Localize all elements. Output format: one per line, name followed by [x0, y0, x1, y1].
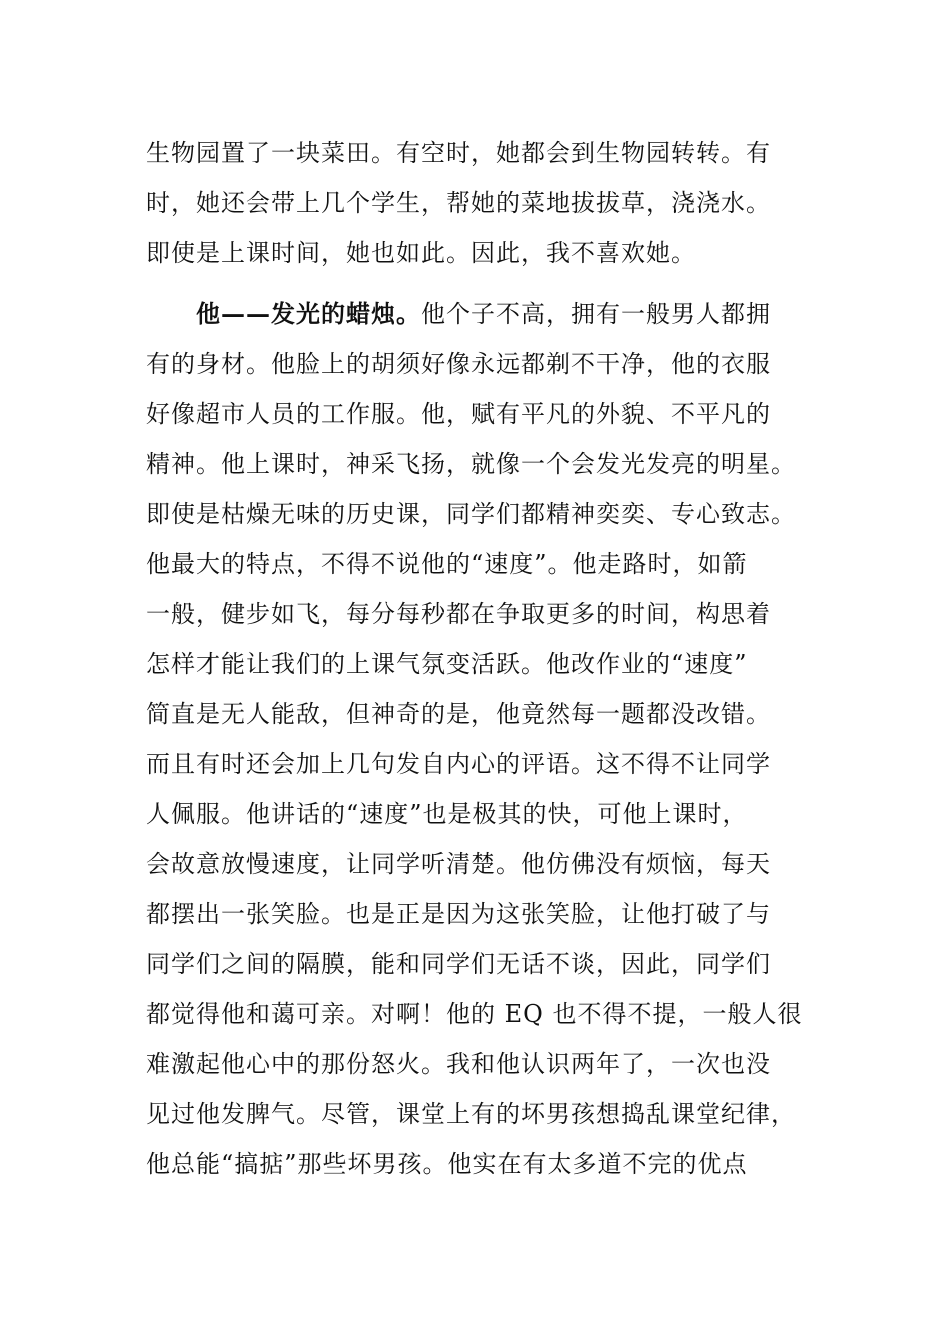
paragraph-line: 他最大的特点，不得不说他的“速度”。他走路时，如箭: [146, 550, 748, 578]
paragraph-line: 会故意放慢速度，让同学听清楚。他仿佛没有烦恼，每天: [146, 850, 771, 878]
paragraph-line: 难激起他心中的那份怒火。我和他认识两年了，一次也没: [146, 1050, 771, 1078]
paragraph-1: [146, 128, 806, 278]
paragraph-line: 时，她还会带上几个学生，帮她的菜地拔拔草，浇浇水。: [146, 189, 771, 217]
paragraph-first-line: [146, 289, 806, 339]
paragraph-line: 有的身材。他脸上的胡须好像永远都剃不干净，他的衣服: [146, 350, 771, 378]
paragraph-line: 即使是枯燥无味的历史课，同学们都精神奕奕、专心致志。: [146, 500, 796, 528]
paragraph-line: 简直是无人能敌，但神奇的是，他竟然每一题都没改错。: [146, 700, 771, 728]
paragraph-first-line-text: 他个子不高，拥有一般男人都拥: [421, 300, 771, 328]
paragraph-line: 一般，健步如飞，每分每秒都在争取更多的时间，构思着: [146, 600, 771, 628]
paragraph-line: 人佩服。他讲话的“速度”也是极其的快，可他上课时，: [146, 800, 748, 828]
paragraph-line: 而且有时还会加上几句发自内心的评语。这不得不让同学: [146, 750, 771, 778]
paragraph-line: 都摆出一张笑脸。也是正是因为这张笑脸，让他打破了与: [146, 900, 771, 928]
paragraph-line: 他总能“搞掂”那些坏男孩。他实在有太多道不完的优点: [146, 1150, 748, 1178]
paragraph-2: [146, 289, 806, 1189]
paragraph-lead-heading: 他——发光的蜡烛。: [196, 299, 421, 328]
paragraph-line: 好像超市人员的工作服。他，赋有平凡的外貌、不平凡的: [146, 400, 771, 428]
paragraph-line: 都觉得他和蔼可亲。对啊！他的 EQ 也不得不提，一般人很: [146, 1000, 803, 1028]
paragraph-line: 怎样才能让我们的上课气氛变活跃。他改作业的“速度”: [146, 650, 748, 678]
paragraph-line: 精神。他上课时，神采飞扬，就像一个会发光发亮的明星。: [146, 450, 796, 478]
paragraph-line: 见过他发脾气。尽管，课堂上有的坏男孩想捣乱课堂纪律，: [146, 1100, 796, 1128]
paragraph-line: 同学们之间的隔膜，能和同学们无话不谈，因此，同学们: [146, 950, 771, 978]
paragraph-line: 生物园置了一块菜田。有空时，她都会到生物园转转。有: [146, 139, 771, 167]
paragraph-line: 即使是上课时间，她也如此。因此，我不喜欢她。: [146, 239, 696, 267]
